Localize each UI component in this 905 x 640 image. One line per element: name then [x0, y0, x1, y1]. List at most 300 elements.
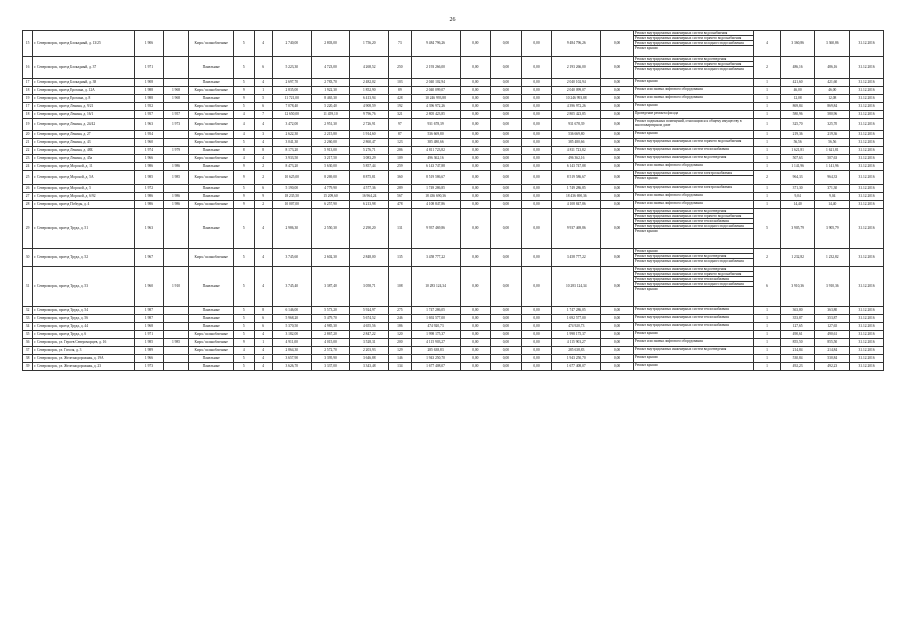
cell-year: 1 952: [135, 103, 164, 111]
work-item: Ремонт или замена лифтового оборудования: [634, 193, 703, 197]
cell-date: 31.12.2016: [850, 323, 884, 331]
cell-q: 1: [754, 201, 781, 209]
cell-entr: 4: [254, 119, 272, 131]
cell-year2: [163, 355, 189, 363]
cell-c5: 0,00: [601, 147, 634, 155]
cell-u2: 1 141,96: [815, 163, 850, 171]
cell-n: 28: [23, 201, 33, 209]
cell-c3: 0,00: [521, 363, 552, 371]
cell-c4: 2 040 099,07: [552, 87, 601, 95]
work-item: Ремонт крыши: [634, 355, 658, 359]
cell-year2: [163, 209, 189, 249]
cell-year2: [163, 307, 189, 315]
cell-entr: 7: [254, 111, 272, 119]
table-row: [23, 79, 884, 87]
cell-date: 31.12.2016: [850, 57, 884, 79]
housing-repair-table: [22, 30, 884, 371]
table-row: [23, 315, 884, 323]
cell-c4: 10 246 993,88: [552, 95, 601, 103]
cell-c1: 0,00: [460, 331, 491, 339]
cell-u1: 486,16: [780, 57, 815, 79]
cell-c4: 474 920,73: [552, 323, 601, 331]
work-item: Ремонт внутридомовых инженерных систем теплоснабжения: [634, 219, 753, 224]
cell-entr: 4: [254, 347, 272, 355]
cell-u1: 363,80: [780, 307, 815, 315]
cell-year2: [163, 347, 189, 355]
table-row: [23, 147, 884, 155]
cell-u1: 12,08: [780, 95, 815, 103]
cell-c4: 8 519 586,67: [552, 171, 601, 185]
cell-c4: 1 943 250,70: [552, 355, 601, 363]
cell-c3: 0,00: [521, 249, 552, 267]
cell-material: Панельные: [189, 307, 234, 315]
cell-addr: г. Североморск, проезд Труда, д. 44: [33, 323, 135, 331]
cell-date: 31.12.2016: [850, 307, 884, 315]
cell-q: 1: [754, 355, 781, 363]
table-row: [23, 103, 884, 111]
cell-n: 16: [23, 57, 33, 79]
cell-s3: 2 860,47: [350, 139, 389, 147]
cell-u2: 46,00: [815, 87, 850, 95]
cell-c5: 0,00: [601, 131, 634, 139]
table-row: [23, 87, 884, 95]
cell-year: 1 968: [135, 323, 164, 331]
work-item: Ремонт крыши: [634, 46, 658, 51]
cell-u2: 127,65: [815, 323, 850, 331]
cell-floors: 5: [234, 323, 254, 331]
cell-c5: 0,00: [601, 111, 634, 119]
cell-u2: 214,84: [815, 347, 850, 355]
cell-material: Панельные: [189, 267, 234, 307]
cell-q: 1: [754, 103, 781, 111]
cell-floors: 4: [234, 155, 254, 163]
cell-date: 31.12.2016: [850, 355, 884, 363]
cell-c2: 0,00: [491, 103, 522, 111]
cell-date: 31.12.2016: [850, 87, 884, 95]
cell-year2: [163, 249, 189, 267]
cell-c5: 0,00: [601, 347, 634, 355]
cell-q: 1: [754, 131, 781, 139]
cell-c3: 0,00: [521, 201, 552, 209]
cell-addr: г. Североморск, проезд Ерохина, д. 8: [33, 95, 135, 103]
work-item: Ремонт внутридомовых инженерных систем водоотведения: [634, 155, 727, 159]
cell-s3: 1 852,90: [350, 87, 389, 95]
cell-year: 1 963: [135, 209, 164, 249]
cell-c3: 0,00: [521, 185, 552, 193]
cell-c4: 9 484 796,26: [552, 31, 601, 57]
cell-u1: 490,61: [780, 331, 815, 339]
cell-s2: 15 209,60: [311, 193, 350, 201]
cell-u1: 127,65: [780, 323, 815, 331]
cell-u2: 869,84: [815, 103, 850, 111]
cell-c3: 0,00: [521, 111, 552, 119]
cell-c2: 0,00: [491, 147, 522, 155]
cell-material: Панельные: [189, 315, 234, 323]
cell-c1: 0,00: [460, 315, 491, 323]
cell-material: Панельные: [189, 147, 234, 155]
cell-c1: 0,00: [460, 79, 491, 87]
cell-s3: 2 290,20: [350, 209, 389, 249]
cell-c2: 0,00: [491, 267, 522, 307]
cell-material: Панельные: [189, 323, 234, 331]
cell-n: 33: [23, 315, 33, 323]
cell-q: 1: [754, 95, 781, 103]
cell-c1: 0,00: [460, 201, 491, 209]
cell-entr: 8: [254, 307, 272, 315]
cell-s2: 2 215,80: [311, 131, 350, 139]
cell-q: 1: [754, 79, 781, 87]
cell-c5: 0,00: [601, 79, 634, 87]
cell-s2: 5 479,70: [311, 315, 350, 323]
cell-year: 1 967: [135, 249, 164, 267]
cell-u1: 353,87: [780, 315, 815, 323]
cell-u1: 3 360,86: [780, 31, 815, 57]
cell-entr: 4: [254, 355, 272, 363]
cell-c3: 0,00: [521, 347, 552, 355]
cell-s1: 3 745,60: [272, 249, 311, 267]
table-row: [23, 171, 884, 185]
cell-s2: 8 269,00: [311, 171, 350, 185]
cell-n: 30: [23, 249, 33, 267]
cell-c4: 385 480,66: [552, 139, 601, 147]
cell-floors: 5: [234, 139, 254, 147]
cell-u1: 219,36: [780, 131, 815, 139]
cell-c5: 0,00: [601, 323, 634, 331]
cell-c5: 0,00: [601, 139, 634, 147]
cell-u2: 530,84: [815, 355, 850, 363]
cell-s1: 3 041,30: [272, 139, 311, 147]
cell-cost: 1 998 175,37: [411, 331, 460, 339]
cell-floors: 5: [234, 315, 254, 323]
cell-addr: г. Североморск, проезд Ленина, д. 27: [33, 131, 135, 139]
cell-u2: 964,33: [815, 171, 850, 185]
cell-u1: 14,40: [780, 201, 815, 209]
cell-people: 129: [389, 347, 411, 355]
cell-c3: 0,00: [521, 331, 552, 339]
cell-year2: [163, 323, 189, 331]
cell-people: 135: [389, 249, 411, 267]
cell-material: Кирп./ шлакоблочные: [189, 155, 234, 163]
cell-c4: 6 143 747,88: [552, 163, 601, 171]
work-item: Ремонт крыши: [634, 287, 658, 292]
works-cell: [633, 87, 753, 95]
cell-c5: 0,00: [601, 249, 634, 267]
work-item: Ремонт внутридомовых инженерных систем электроснабжения: [634, 185, 733, 189]
cell-c3: 0,00: [521, 315, 552, 323]
cell-c1: 0,00: [460, 163, 491, 171]
cell-s2: 5 573,20: [311, 307, 350, 315]
cell-year: 1 988: [135, 95, 164, 103]
cell-s1: 18 235,50: [272, 193, 311, 201]
cell-n: 18: [23, 87, 33, 95]
cell-q: 1: [754, 163, 781, 171]
cell-people: 87: [389, 131, 411, 139]
cell-cost: 10 246 993,88: [411, 95, 460, 103]
cell-entr: 4: [254, 155, 272, 163]
work-item: Ремонт крыши: [634, 229, 658, 234]
works-cell: [633, 315, 753, 323]
cell-year: 1 986: [135, 201, 164, 209]
cell-u2: 219,36: [815, 131, 850, 139]
cell-u2: 353,87: [815, 315, 850, 323]
work-item: Ремонт внутридомовых инженерных систем теплоснабжения: [634, 147, 729, 151]
cell-u1: 214,84: [780, 347, 815, 355]
cell-q: 1: [754, 331, 781, 339]
cell-c3: 0,00: [521, 147, 552, 155]
cell-c4: 1 747 286,05: [552, 307, 601, 315]
work-item: Ремонт внутридомовых инженерных систем водоотведения: [634, 209, 753, 214]
cell-people: 108: [389, 267, 411, 307]
table-row: [23, 267, 884, 307]
cell-n: 39: [23, 363, 33, 371]
cell-floors: 5: [234, 363, 254, 371]
works-cell: [633, 79, 753, 87]
work-item: Ремонт внутридомовых инженерных систем водоотведения: [634, 267, 753, 272]
cell-u1: 869,84: [780, 103, 815, 111]
cell-s1: 10 625,00: [272, 171, 311, 185]
cell-year2: [163, 139, 189, 147]
cell-q: 1: [754, 139, 781, 147]
cell-s3: 9 796,76: [350, 111, 389, 119]
cell-cost: 3 458 777,22: [411, 249, 460, 267]
cell-c5: 0,00: [601, 267, 634, 307]
cell-date: 31.12.2016: [850, 119, 884, 131]
cell-u2: 486,16: [815, 57, 850, 79]
cell-date: 31.12.2016: [850, 185, 884, 193]
cell-c4: 2 805 423,85: [552, 111, 601, 119]
cell-date: 31.12.2016: [850, 267, 884, 307]
cell-floors: 5: [234, 209, 254, 249]
cell-c3: 0,00: [521, 57, 552, 79]
work-item: Ремонт внутридомовых инженерных систем электроснабжения: [634, 171, 753, 176]
cell-c4: 2 040 102,94: [552, 79, 601, 87]
cell-addr: г. Североморск, проезд Морской, д. 11: [33, 163, 135, 171]
cell-cost: 8 519 586,67: [411, 171, 460, 185]
cell-date: 31.12.2016: [850, 331, 884, 339]
works-cell: [633, 171, 753, 185]
cell-material: Кирп./ шлакоблочные: [189, 347, 234, 355]
works-cell: [633, 323, 753, 331]
table-row: [23, 323, 884, 331]
cell-c1: 0,00: [460, 363, 491, 371]
cell-c2: 0,00: [491, 31, 522, 57]
cell-s3: 2 848,00: [350, 249, 389, 267]
cell-s3: 1 756,20: [350, 31, 389, 57]
cell-c1: 0,00: [460, 95, 491, 103]
cell-n: 17: [23, 79, 33, 87]
table-row: [23, 163, 884, 171]
cell-u2: 1 621,81: [815, 147, 850, 155]
cell-u1: 964,33: [780, 171, 815, 185]
table-row: [23, 185, 884, 193]
cell-c3: 0,00: [521, 87, 552, 95]
cell-c1: 0,00: [460, 249, 491, 267]
cell-people: 478: [389, 201, 411, 209]
cell-n: 24: [23, 163, 33, 171]
cell-addr: г. Североморск, ул. Героев Североморцев, д. 16: [33, 339, 135, 347]
cell-year2: [163, 315, 189, 323]
cell-year: 1 987: [135, 315, 164, 323]
cell-q: 2: [754, 249, 781, 267]
cell-addr: г. Североморск, проезд Блокадный, д. 13/25: [33, 31, 135, 57]
cell-s2: 2 602,30: [311, 249, 350, 267]
cell-addr: г. Североморск, проезд Ерохина, д. 12А: [33, 87, 135, 95]
works-cell: [633, 163, 753, 171]
cell-material: Кирп./ шлакоблочные: [189, 171, 234, 185]
cell-n: 25: [23, 171, 33, 185]
cell-s2: 2 803,00: [311, 31, 350, 57]
cell-u1: 507,63: [780, 155, 815, 163]
cell-c2: 0,00: [491, 209, 522, 249]
cell-c5: 0,00: [601, 185, 634, 193]
cell-entr: 4: [254, 31, 272, 57]
cell-c5: 0,00: [601, 87, 634, 95]
cell-cost: 4 811 723,82: [411, 147, 460, 155]
cell-c4: 931 678,39: [552, 119, 601, 131]
cell-u2: 1 232,82: [815, 249, 850, 267]
cell-cost: 1 749 286,85: [411, 185, 460, 193]
cell-c5: 0,00: [601, 363, 634, 371]
cell-cost: 6 143 747,88: [411, 163, 460, 171]
cell-year2: [163, 155, 189, 163]
cell-cost: 4 115 903,27: [411, 339, 460, 347]
cell-s1: 8 473,20: [272, 163, 311, 171]
cell-c2: 0,00: [491, 119, 522, 131]
cell-cost: 1 677 408,07: [411, 363, 460, 371]
cell-c3: 0,00: [521, 79, 552, 87]
cell-entr: 9: [254, 193, 272, 201]
cell-u2: 12,08: [815, 95, 850, 103]
cell-people: 360: [389, 171, 411, 185]
works-cell: [633, 31, 753, 57]
cell-s1: 2 740,00: [272, 31, 311, 57]
cell-s1: 7 078,40: [272, 103, 311, 111]
cell-c1: 0,00: [460, 31, 491, 57]
work-item: Ремонт внутридомовых инженерных систем холодного водоснабжения: [634, 41, 753, 46]
cell-addr: г. Североморск, проезд Блокадный, д. 37: [33, 57, 135, 79]
cell-date: 31.12.2016: [850, 31, 884, 57]
cell-u1: 530,84: [780, 355, 815, 363]
table-row: [23, 201, 884, 209]
cell-c1: 0,00: [460, 57, 491, 79]
page-number: 26: [449, 17, 456, 23]
work-item: Ремонт крыши: [634, 363, 658, 367]
cell-addr: г. Североморск, ул. Железнодорожная, д. 23: [33, 363, 135, 371]
cell-year2: 1 910: [163, 267, 189, 307]
cell-cost: 1 943 250,70: [411, 355, 460, 363]
cell-c4: 496 362,16: [552, 155, 601, 163]
cell-people: 250: [389, 57, 411, 79]
cell-date: 31.12.2016: [850, 363, 884, 371]
cell-people: 289: [389, 185, 411, 193]
cell-q: 1: [754, 363, 781, 371]
cell-s1: 5 370,50: [272, 323, 311, 331]
cell-c3: 0,00: [521, 193, 552, 201]
works-cell: [633, 57, 753, 79]
cell-material: Кирп./ шлакоблочные: [189, 201, 234, 209]
cell-u2: 580,96: [815, 111, 850, 119]
cell-q: 1: [754, 323, 781, 331]
works-cell: [633, 111, 753, 119]
cell-year: 1 908: [135, 79, 164, 87]
cell-s2: 2 572,70: [311, 347, 350, 355]
work-item: Ремонт внутридомовых инженерных систем горячего водоснабжения: [634, 36, 753, 41]
cell-u2: 363,80: [815, 307, 850, 315]
cell-people: 246: [389, 315, 411, 323]
cell-c2: 0,00: [491, 331, 522, 339]
work-item: Ремонт крыши: [634, 176, 658, 181]
table-row: [23, 363, 884, 371]
cell-c2: 0,00: [491, 249, 522, 267]
cell-n: 34: [23, 323, 33, 331]
cell-cost: 385 480,66: [411, 139, 460, 147]
cell-floors: 5: [234, 103, 254, 111]
cell-s1: 11 721,00: [272, 95, 311, 103]
cell-year: 1 954: [135, 131, 164, 139]
cell-n: 22: [23, 147, 33, 155]
cell-entr: 2: [254, 163, 272, 171]
cell-cost: 4 396 972,26: [411, 103, 460, 111]
cell-c1: 0,00: [460, 193, 491, 201]
cell-c1: 0,00: [460, 267, 491, 307]
cell-floors: 9: [234, 87, 254, 95]
cell-n: 21: [23, 139, 33, 147]
cell-u2: 507,63: [815, 155, 850, 163]
cell-year: 1 989: [135, 347, 164, 355]
cell-c5: 0,00: [601, 355, 634, 363]
cell-n: 32: [23, 307, 33, 315]
cell-c1: 0,00: [460, 347, 491, 355]
cell-c1: 0,00: [460, 355, 491, 363]
cell-c4: 4 396 972,26: [552, 103, 601, 111]
cell-year: 1 986: [135, 163, 164, 171]
table-row: [23, 193, 884, 201]
cell-c1: 0,00: [460, 307, 491, 315]
cell-s3: 2 482,02: [350, 79, 389, 87]
table-row: [23, 339, 884, 347]
cell-date: 31.12.2016: [850, 193, 884, 201]
cell-s1: 10 007,00: [272, 201, 311, 209]
cell-c1: 0,00: [460, 103, 491, 111]
cell-c1: 0,00: [460, 209, 491, 249]
cell-entr: 8: [254, 147, 272, 155]
work-item: Ремонт или замена лифтового оборудования: [634, 163, 703, 167]
table-row: [23, 347, 884, 355]
cell-s3: 5 857,44: [350, 163, 389, 171]
cell-u1: 325,70: [780, 119, 815, 131]
cell-q: 5: [754, 209, 781, 249]
cell-s1: 2 864,30: [272, 347, 311, 355]
cell-q: 1: [754, 307, 781, 315]
cell-q: 1: [754, 111, 781, 119]
cell-s3: 3 646,88: [350, 355, 389, 363]
works-cell: [633, 201, 753, 209]
work-item: Ремонт крыши: [634, 79, 658, 83]
cell-floors: 9: [234, 201, 254, 209]
cell-entr: 4: [254, 267, 272, 307]
cell-cost: 2 805 423,85: [411, 111, 460, 119]
cell-c2: 0,00: [491, 307, 522, 315]
cell-c4: 1 998 175,37: [552, 331, 601, 339]
cell-c2: 0,00: [491, 155, 522, 163]
cell-s2: 11 459,10: [311, 111, 350, 119]
cell-c1: 0,00: [460, 87, 491, 95]
works-cell: [633, 103, 753, 111]
work-item: Ремонт или замена лифтового оборудования: [634, 95, 703, 99]
cell-cost: 931 678,39: [411, 119, 460, 131]
cell-s3: 3 343,48: [350, 363, 389, 371]
cell-s3: 4 268,52: [350, 57, 389, 79]
